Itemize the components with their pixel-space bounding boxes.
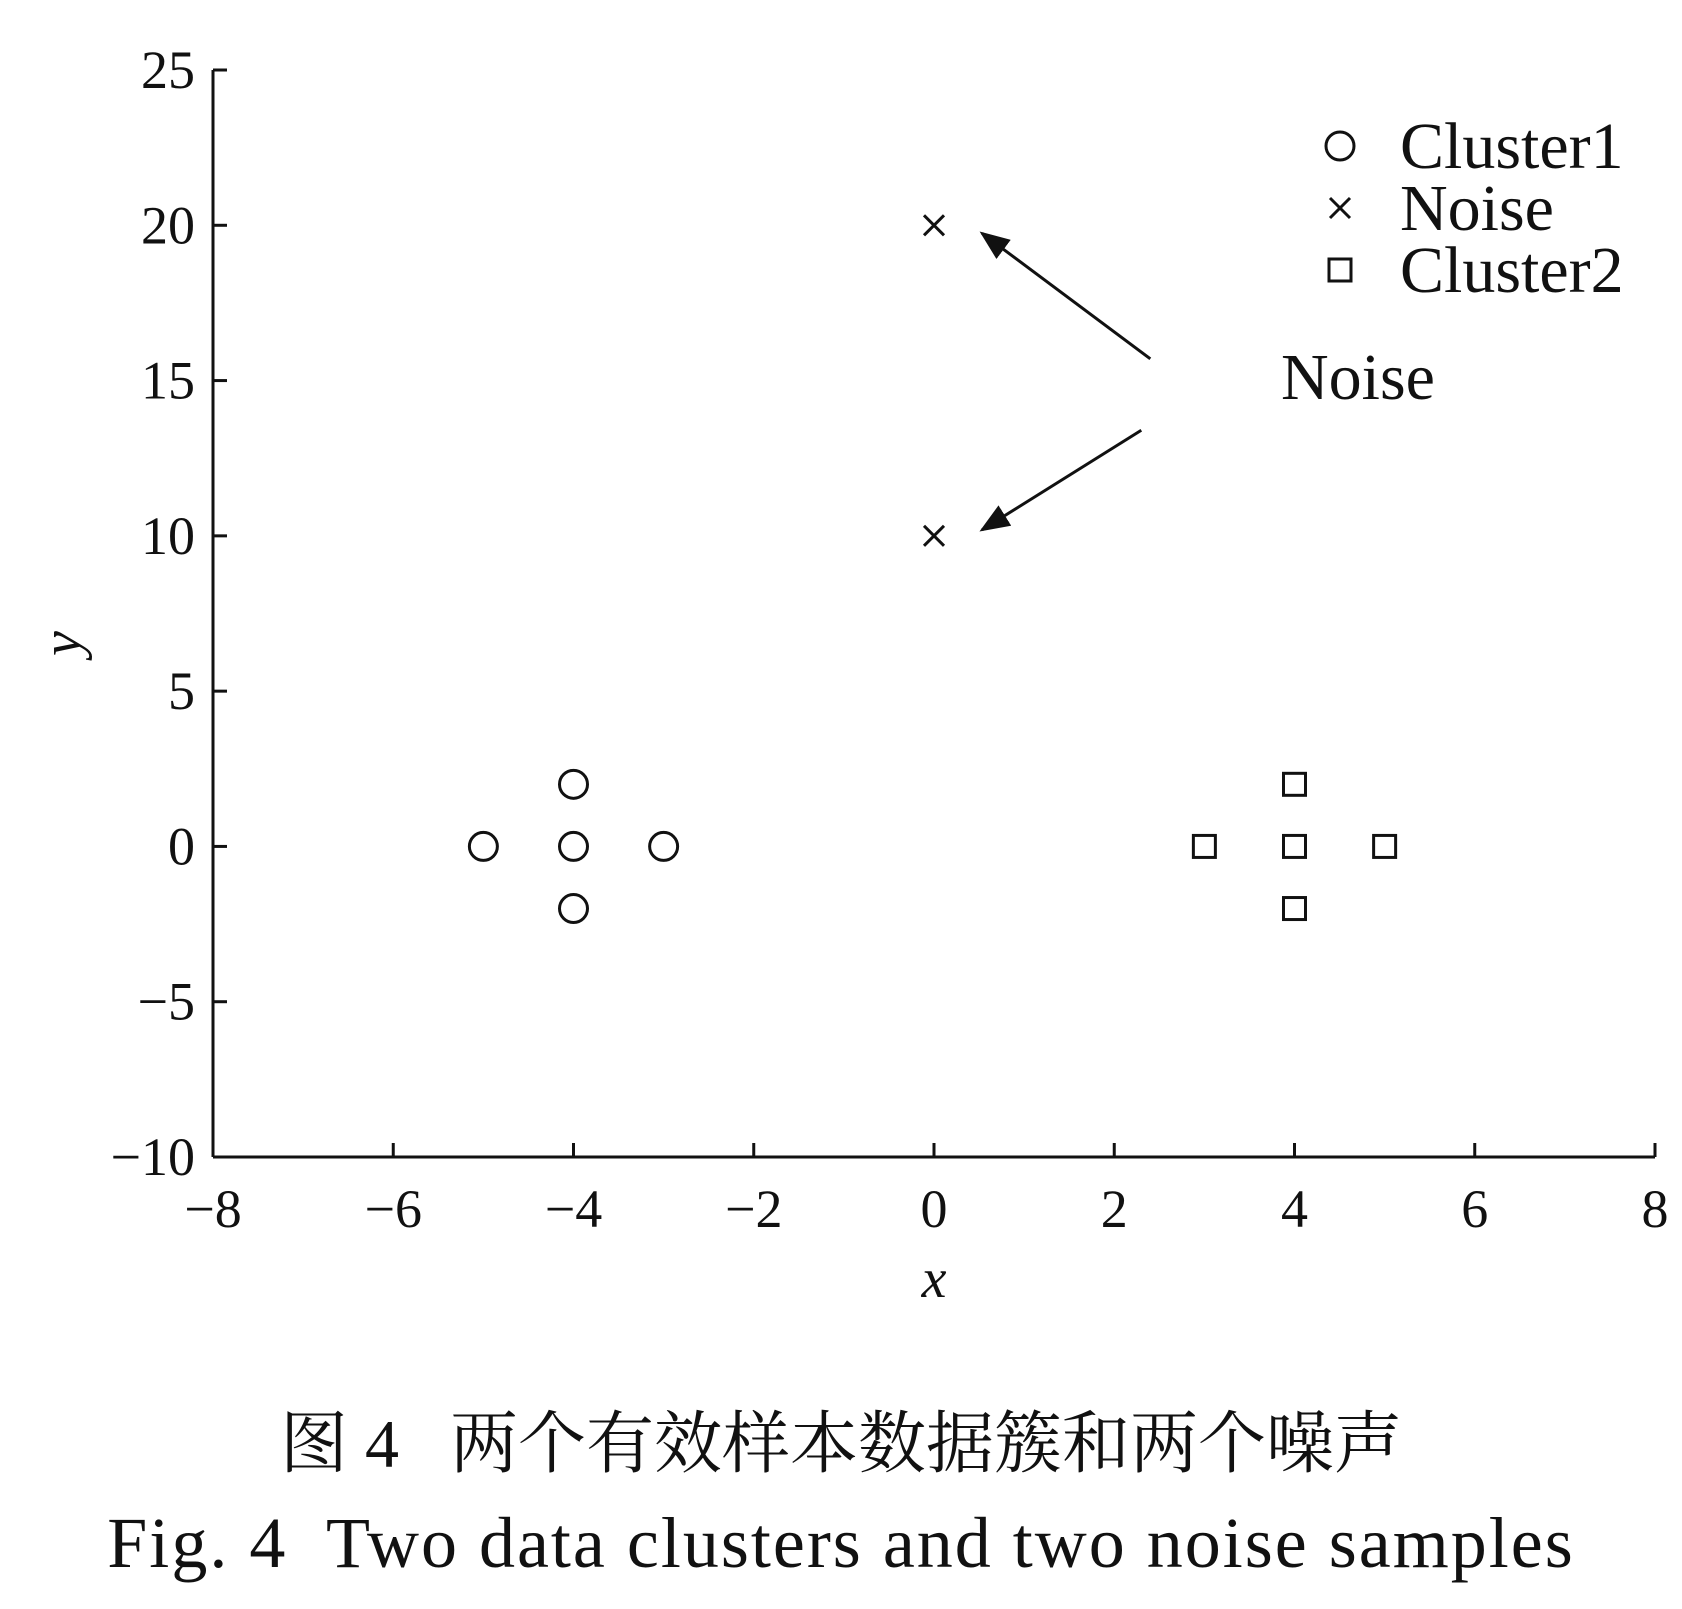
cluster1-point bbox=[560, 895, 588, 923]
cluster1-point bbox=[560, 832, 588, 860]
cluster1-point bbox=[650, 832, 678, 860]
x-tick-label: −2 bbox=[725, 1179, 783, 1239]
noise-point bbox=[924, 215, 944, 235]
y-tick-label: −10 bbox=[110, 1127, 195, 1187]
cluster1-point bbox=[560, 770, 588, 798]
y-tick-label: 25 bbox=[141, 40, 195, 100]
legend-marker-noise bbox=[1330, 198, 1350, 218]
noise-annotation-label: Noise bbox=[1280, 341, 1435, 415]
y-tick-label: 10 bbox=[141, 505, 195, 566]
noise-annotation-arrow bbox=[982, 233, 1150, 359]
legend-marker-cluster1 bbox=[1326, 132, 1354, 160]
y-tick-label: 20 bbox=[141, 195, 195, 256]
cluster2-point bbox=[1374, 835, 1396, 857]
x-axis-title: x bbox=[921, 1248, 947, 1310]
x-tick-label: 2 bbox=[1100, 1179, 1128, 1239]
figure-caption-chinese: 图 4 两个有效样本数据簇和两个噪声 bbox=[279, 1406, 1402, 1482]
y-tick-label: 15 bbox=[141, 350, 195, 411]
cluster2-point bbox=[1284, 835, 1306, 857]
cluster2-point bbox=[1193, 835, 1215, 857]
legend-marker-cluster2 bbox=[1329, 259, 1351, 281]
x-tick-label: −8 bbox=[184, 1179, 242, 1239]
cluster2-point bbox=[1284, 898, 1306, 920]
noise-point bbox=[924, 526, 944, 546]
legend bbox=[1326, 110, 1624, 307]
legend-label-noise: Noise bbox=[1400, 172, 1554, 245]
y-axis-title: y bbox=[31, 631, 93, 656]
cluster2-point bbox=[1284, 773, 1306, 795]
x-tick-label: 6 bbox=[1461, 1179, 1489, 1239]
noise-annotation-arrow bbox=[982, 430, 1141, 530]
annotation bbox=[982, 233, 1435, 530]
x-tick-label: 4 bbox=[1281, 1179, 1308, 1239]
cluster1-point bbox=[469, 832, 497, 860]
y-tick-label: 0 bbox=[168, 816, 195, 877]
data-points bbox=[469, 215, 1395, 922]
x-tick-label: −4 bbox=[544, 1179, 603, 1239]
figure-caption-english: Fig. 4 Two data clusters and two noise samples bbox=[107, 1503, 1575, 1583]
legend-label-cluster1: Cluster1 bbox=[1400, 110, 1624, 183]
x-tick-label: 8 bbox=[1641, 1179, 1669, 1239]
y-tick-label: −5 bbox=[137, 971, 195, 1032]
x-tick-label: −6 bbox=[364, 1179, 422, 1239]
legend-label-cluster2: Cluster2 bbox=[1400, 234, 1624, 307]
x-tick-label: 0 bbox=[920, 1179, 948, 1239]
y-tick-label: 5 bbox=[168, 661, 195, 722]
